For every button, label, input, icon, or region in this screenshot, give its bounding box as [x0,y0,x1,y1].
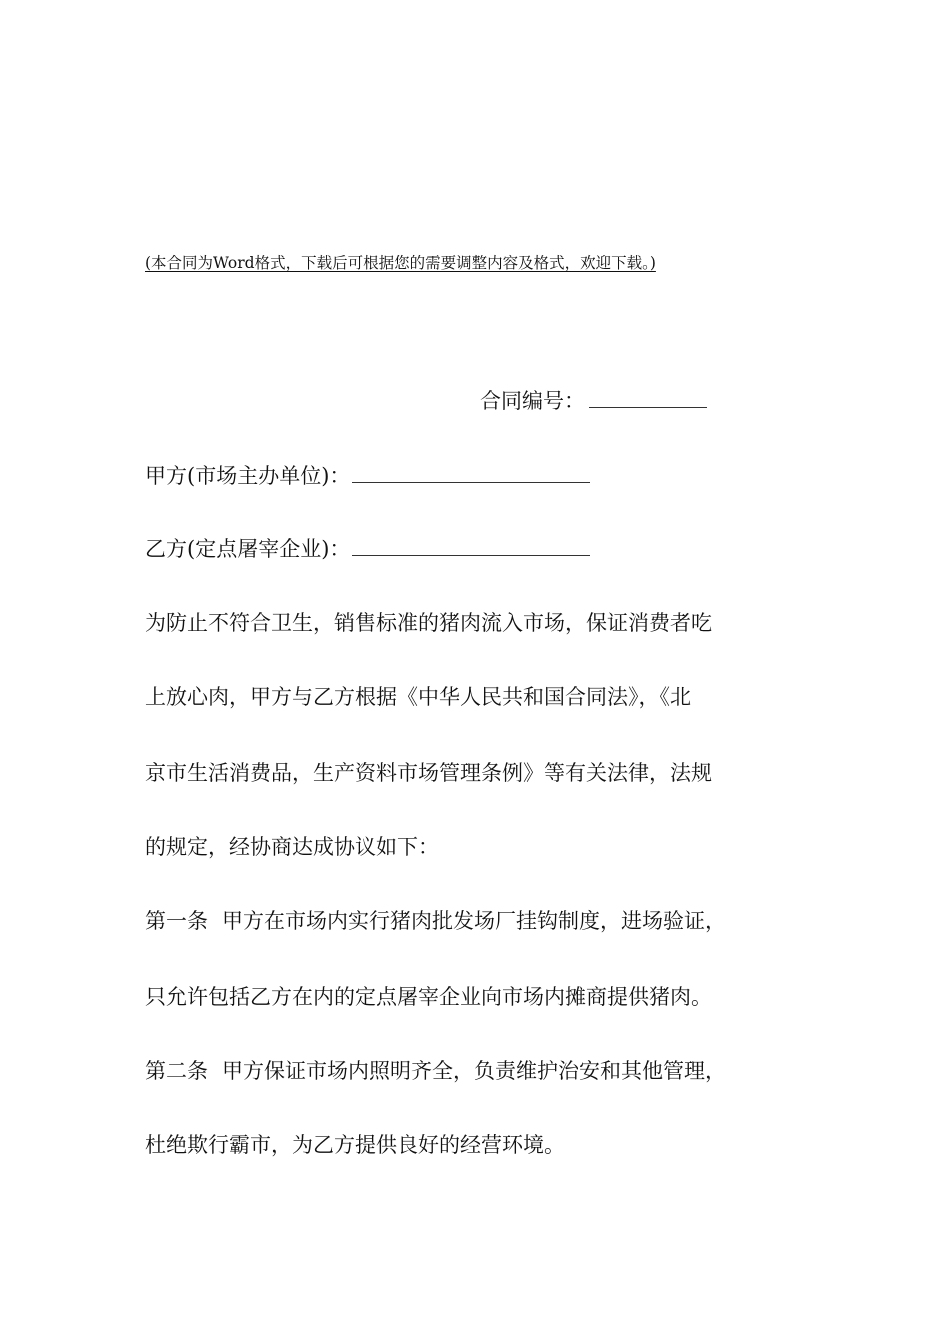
article-1-number: 第一条 [145,909,208,933]
preamble-line: 京市生活消费品，生产资料市场管理条例》等有关法律，法规 [145,761,712,785]
party-a-line [145,461,590,491]
article-2-line-1 [145,1056,726,1086]
contract-number-line [480,386,707,416]
party-a-blank[interactable] [352,464,590,483]
party-a-label: 甲方(市场主办单位)： [145,464,351,488]
preamble-line: 的规定，经协商达成协议如下： [145,835,439,859]
article-2-line-2: 杜绝欺行霸市，为乙方提供良好的经营环境。 [145,1133,565,1157]
preamble-line: 为防止不符合卫生，销售标准的猪肉流入市场，保证消费者吃 [145,611,712,635]
contract-number-label: 合同编号： [480,389,585,413]
party-b-line [145,534,590,564]
article-2-text: 甲方保证市场内照明齐全，负责维护治安和其他管理， [222,1059,726,1083]
party-b-label: 乙方(定点屠宰企业)： [145,537,351,561]
contract-number-blank[interactable] [589,389,707,408]
article-1-line-2: 只允许包括乙方在内的定点屠宰企业向市场内摊商提供猪肉。 [145,985,712,1009]
party-b-blank[interactable] [352,537,590,556]
article-1-text: 甲方在市场内实行猪肉批发场厂挂钩制度，进场验证， [222,909,726,933]
article-1-line-1 [145,906,726,936]
article-2-number: 第二条 [145,1059,208,1083]
format-notice: (本合同为Word格式，下载后可根据您的需要调整内容及格式，欢迎下载。) [145,254,656,272]
preamble-line: 上放心肉，甲方与乙方根据《中华人民共和国合同法》，《北 [145,685,691,709]
